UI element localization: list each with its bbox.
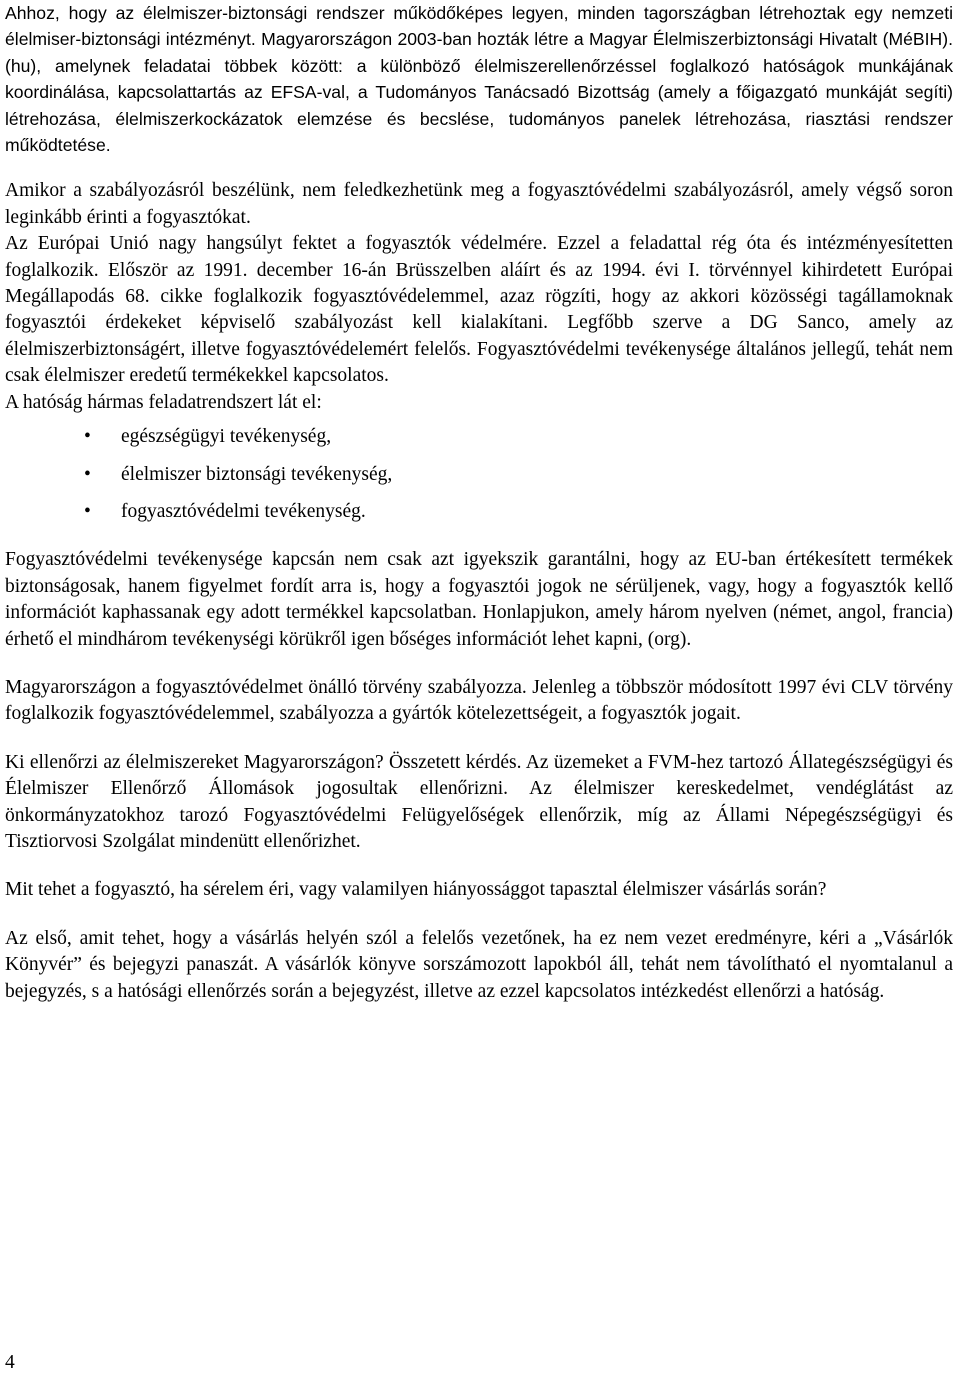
list-item (5, 424, 953, 450)
paragraph-authority-tasks-heading: A hatóság hármas feladatrendszert lát el: (5, 391, 322, 413)
paragraph-complaint-book: Az első, amit tehet, hogy a vásárlás helyén szól a felelős vezetőnek, ha ez nem vezet eredményre, kéri a „Vásárlók Könyvér” és bejegyzi panaszát. A vásárlók könyve sorszámozott lapokból áll, tehát nem távolítható el nyomtalanul a bejegyzés, s a hatósági ellenőrzés során a bejegyzést, illetve az ezzel kapcsolatos intézkedést ellenőrzi a hatóság. (5, 927, 953, 1002)
list-item (5, 499, 953, 525)
paragraph-consumer-question: Mit tehet a fogyasztó, ha sérelem éri, vagy valamilyen hiányossággot tapasztal élelmiszer vásárlás során? (5, 879, 827, 901)
document-page (5, 0, 953, 1005)
list-item (5, 462, 953, 488)
bullet-icon: • (84, 463, 91, 485)
paragraph-food-safety-authority: Ahhoz, hogy az élelmiszer-biztonsági rendszer működőképes legyen, minden tagországban létrehoztak egy nemzeti élelmiser-biztonsági intézményt. Magyarországon 2003-ban hozták létre a Magyar Élelmiszerbiztonsági Hivatalt (MéBIH). (hu), amelynek feladatai többek között: a különböző élelmiszerellenőrzéssel foglalkozó hatóságok munkájának koordinálása, kapcsolattartás az EFSA-val, a Tudományos Tanácsadó Bizottság (amely a főigazgató munkáját segíti) létrehozása, élelmiszerkockázatok elemzése és becslése, tudományos panelek létrehozása, riasztási rendszer működtetése. (5, 3, 953, 156)
paragraph-consumer-protection-intro: Amikor a szabályozásról beszélünk, nem feledkezhetünk meg a fogyasztóvédelmi szabályozásról, amely végső soron leginkább érinti a fogyasztókat. (5, 180, 953, 228)
bullet-icon: • (84, 426, 91, 448)
list-item-text: fogyasztóvédelmi tevékenység. (121, 500, 366, 522)
paragraph-hungarian-law: Magyarországon a fogyasztóvédelmet önálló törvény szabályozza. Jelenleg a többször módosított 1997 évi CLV törvény foglalkozik fogyasztóvédelemmel, szabályozza a gyártók kötelezettségeit, a fogyasztók jogait. (5, 676, 953, 725)
page-number: 4 (5, 1352, 15, 1373)
paragraph-eu-consumer-protection: Az Európai Unió nagy hangsúlyt fektet a fogyasztók védelmére. Ezzel a feladattal rég óta és intézményesítetten foglalkozik. Először az 1991. december 16-án Brüsszelben aláírt és az 1994. évi I. törvénnyel kihirdetett Európai Megállapodás 68. cikke foglalkozik fogyasztóvédelemmel, azaz rögzíti, hogy az akkori közösségi tagállamoknak fogyasztói érdekeket képviselő szabályozást kell kialakítani. Legfőbb szerve a DG Sanco, amely az élelmiszerbiztonságért, illetve fogyasztóvédelemért felelős. Fogyasztóvédelmi tevékenysége általános jellegű, tehát nem csak élelmiszer eredetű termékekkel kapcsolatos. (5, 233, 953, 387)
bullet-icon: • (84, 500, 91, 522)
authority-tasks-list (5, 424, 953, 525)
paragraph-consumer-rights: Fogyasztóvédelmi tevékenysége kapcsán nem csak azt igyekszik garantálni, hogy az EU-ban értékesített termékek biztonságosak, hanem figyelmet fordít arra is, hogy a fogyasztói jogok ne sérüljenek, vagy, hogy a fogyasztók kellő információt kaphassanak egy adott termékkel kapcsolatban. Honlapjukon, amely három nyelven (német, angol, francia) érhető el mindhárom tevékenységi körükről igen bőséges információt lehet kapni, (org). (5, 549, 953, 650)
paragraph-food-inspection: Ki ellenőrzi az élelmiszereket Magyarországon? Összetett kérdés. Az üzemeket a FVM-hez tartozó Állategészségügyi és Élelmiszer Ellenőrző Állomások jogosultak ellenőrizni. Az élelmiszer kereskedelmet, vendéglátást az önkormányzatokhoz tarozó Fogyasztóvédelmi Felügyelőségek ellenőrzik, míg az Állami Népegészségügyi és Tisztiorvosi Szolgálat mindenütt ellenőrizhet. (5, 751, 953, 852)
list-item-text: élelmiszer biztonsági tevékenység, (121, 463, 393, 485)
list-item-text: egészségügyi tevékenység, (121, 426, 332, 448)
